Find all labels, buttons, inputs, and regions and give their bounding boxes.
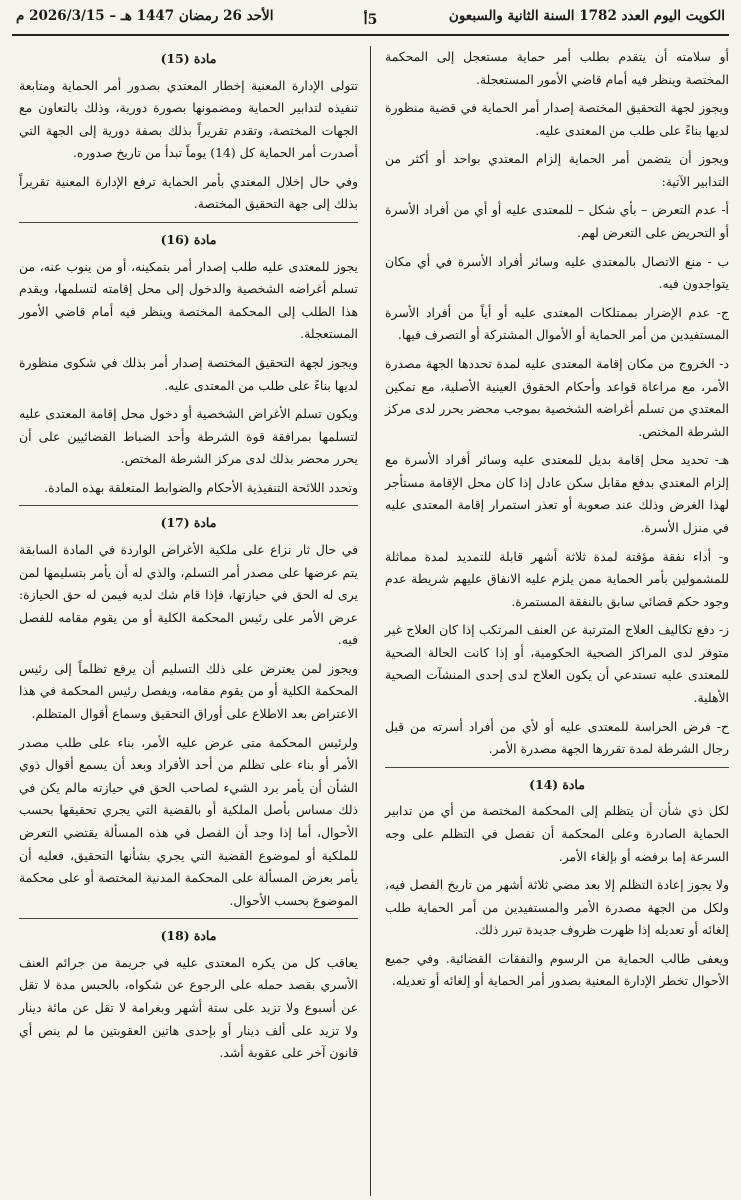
paragraph: يعاقب كل من يكره المعتدى عليه في جريمة من جرائم العنف الأسري بقصد حمله على الرجوع عن شكواه، بالحبس مدة لا تقل عن أسبوع ولا تزيد على ستة أشهر وبغرامة لا تقل عن مائة دينار ولا تزيد على ألف دينار أو بإحدى هاتين العقوبتين ما لم ينص أي قانون آخر على عقوبة أشد. [19, 954, 358, 1061]
paragraph: ويجوز لجهة التحقيق المختصة إصدار أمر بذلك في شكوى منظورة لديها بناءً على طلب من المعتدى عليه. [19, 354, 358, 393]
paragraph: يجوز للمعتدى عليه طلب إصدار أمر بتمكينه، أو من ينوب عنه، من تسلم أغراضه الشخصية والدخول إلى محل إقامته لتسلمها، ويقدم هذا الطلب إلى المحكمة المختصة وينظر فيه أمام قاضي الأمور المستعجلة. [19, 258, 358, 342]
paragraph: ويجوز لجهة التحقيق المختصة إصدار أمر الحماية في قضية منظورة لديها بناءً على طلب من المعتدى عليه. [385, 100, 729, 138]
paragraph: لكل ذي شأن أن يتظلم إلى المحكمة المختصة من أي من تدابير الحماية الصادرة وعلى المحكمة أن تفصل في التظلم على وجه السرعة إما برفضه أو بإلغاء الأمر. [385, 803, 729, 864]
article-heading: مادة (15) [160, 51, 217, 66]
paragraph: ويجوز أن يتضمن أمر الحماية إلزام المعتدي بواحد أو أكثر من التدابير الآتية: [385, 151, 729, 189]
article-heading: مادة (16) [160, 232, 217, 248]
article-heading: مادة (18) [160, 928, 217, 944]
paragraph: هـ- تحديد محل إقامة بديل للمعتدى عليه وسائر أفراد الأسرة مع إلزام المعتدي بدفع مقابل سكن عادل إذا كان محل الإقامة مستأجر لهذا الغرض وذلك عند صعوبة أو تعذر استمرار إقامة المعتدى عليه في منزل الأسرة. [385, 452, 729, 535]
paragraph: في حال ثار نزاع على ملكية الأغراض الواردة في المادة السابقة يتم عرضها على مصدر أمر التسلم، والذي له أن يأمر بتسليمها لمن يرى له الحق في حيازتها، فإذا قام شك لديه فيمن له حق الحيازة: عرض الأمر على رئيس المحكمة الكلية أو من يقوم مقامه للفصل فيه. [19, 541, 358, 648]
paragraph: ولا يجوز إعادة التظلم إلا بعد مضي ثلاثة أشهر من تاريخ الفصل فيه، ولكل من الجهة مصدرة الأمر والمستفيدين من أمر الحماية طلب إلغائه أو تعديله إذا ظهرت ظروف جديدة تبرر ذلك. [385, 877, 729, 938]
paragraph: د- الخروج من مكان إقامة المعتدى عليه لمدة تحددها الجهة مصدرة الأمر، مع مراعاة قواعد وأحكام الحقوق العينية الأصلية، مع تمكين المعتدي من تسلم أغراضه الشخصية بموجب محضر يحرر لدى مركز الشرطة المختص. [385, 355, 729, 439]
paragraph: ولرئيس المحكمة متى عرض عليه الأمر، بناء على طلب مصدر الأمر أو بناء على تظلم من أحد الأفراد وبعد أن يسمع أقوال ذوي الشأن أن يأمر برد الشيء لصاحب الحق في حيازته مالم يكن في ذلك مساس بأصل الملكية أو بالقضية التي يجري تحقيقها بحسب الأحوال، أما إذا وجد أن الفصل في هذه المسألة يقتضي التعرض للملكية أو لموضوع القضية التي يجري بشأنها التحقيق، فعليه أن يأمر بعرض المسألة على المحكمة المدنية المختصة أو على محكمة الموضوع بحسب الأحوال. [19, 734, 358, 908]
article-heading: مادة (17) [160, 515, 217, 531]
right-column [377, 46, 729, 1196]
paragraph: ز- دفع تكاليف العلاج المترتبة عن العنف المرتكب إذا كان العلاج غير متوفر لدى المراكز الصحية الحكومية، أو إذا كانت الحالة الصحية للمعتدى عليه تستدعي أن يكون العلاج لدى إحدى المنشآت الصحية الأهلية. [385, 622, 729, 706]
article-heading: مادة (14) [529, 776, 585, 792]
issue-date: الأحد 26 رمضان 1447 هـ – 2026/3/15 م [16, 8, 274, 24]
paragraph: وفي حال إخلال المعتدي بأمر الحماية ترفع الإدارة المعنية تقريراً بذلك إلى جهة التحقيق المختصة. [19, 173, 358, 212]
paragraph: ج- عدم الإضرار بممتلكات المعتدى عليه أو أياً من أفراد الأسرة المستفيدين من أمر الحماية أو الأموال المشتركة أو التصرف فيها. [385, 304, 729, 343]
section-divider [385, 767, 729, 768]
paragraph: ويجوز لمن يعترض على ذلك التسليم أن يرفع تظلماً إلى رئيس المحكمة الكلية أو من يقوم مقامه، ويفصل رئيس المحكمة في هذا الاعتراض بعد الاطلاع على أوراق التحقيق وسماع أقوال المتظلم. [19, 660, 358, 722]
section-divider [19, 505, 358, 506]
paragraph: أو سلامته أن يتقدم بطلب أمر حماية مستعجل إلى المحكمة المختصة وينظر فيه أمام قاضي الأمور المستعجلة. [385, 49, 729, 87]
publication-info: الكويت اليوم العدد 1782 السنة الثانية والسبعون [448, 8, 725, 24]
section-divider [19, 222, 358, 223]
paragraph: أ- عدم التعرض – بأي شكل – للمعتدى عليه أو أي من أفراد الأسرة أو التحريض على التعرض لهم. [385, 202, 729, 241]
paragraph: وتحدد اللائحة التنفيذية الأحكام والضوابط المتعلقة بهذه المادة. [44, 479, 358, 495]
page-header [12, 8, 729, 36]
paragraph: ويكون تسلم الأغراض الشخصية أو دخول محل إقامة المعتدى عليه لتسلمها بمرافقة قوة الشرطة وأحد الضباط القضائيين على أن يحرر محضر بذلك لدى مركز الشرطة المختص. [19, 406, 358, 467]
columns [12, 46, 729, 1196]
page-number: 5أ [363, 12, 378, 28]
paragraph: تتولى الإدارة المعنية إخطار المعتدي بصدور أمر الحماية ومتابعة تنفيذه لتدابير الحماية ومضمونها بصورة دورية، وذلك بالتعاون مع الجهات المختصة، وتقدم تقريراً بذلك بصفة دورية إلى الجهة التي أصدرت أمر الحماية كل (14) يوماً تبدأ من تاريخ صدوره. [19, 77, 358, 161]
left-column [19, 46, 371, 1196]
section-divider [19, 918, 358, 919]
paragraph: ويعفى طالب الحماية من الرسوم والنفقات القضائية. وفي جميع الأحوال تخطر الإدارة المعنية بصدور أمر الحماية أو إلغائه أو تعديله. [385, 950, 729, 989]
paragraph: ب - منع الاتصال بالمعتدى عليه وسائر أفراد الأسرة في أي مكان يتواجدون فيه. [385, 253, 729, 292]
paragraph: و- أداء نفقة مؤقتة لمدة ثلاثة أشهر قابلة للتمديد لمدة مماثلة للمشمولين بأمر الحماية ممن يلزم عليه الانفاق عليهم شريطة عدم وجود حكم قضائي سابق بالنفقة المستمرة. [385, 548, 729, 609]
paragraph: ح- فرض الحراسة للمعتدى عليه أو لأي من أفراد أسرته من قبل رجال الشرطة لمدة تقررها الجهة مصدرة الأمر. [385, 718, 729, 757]
